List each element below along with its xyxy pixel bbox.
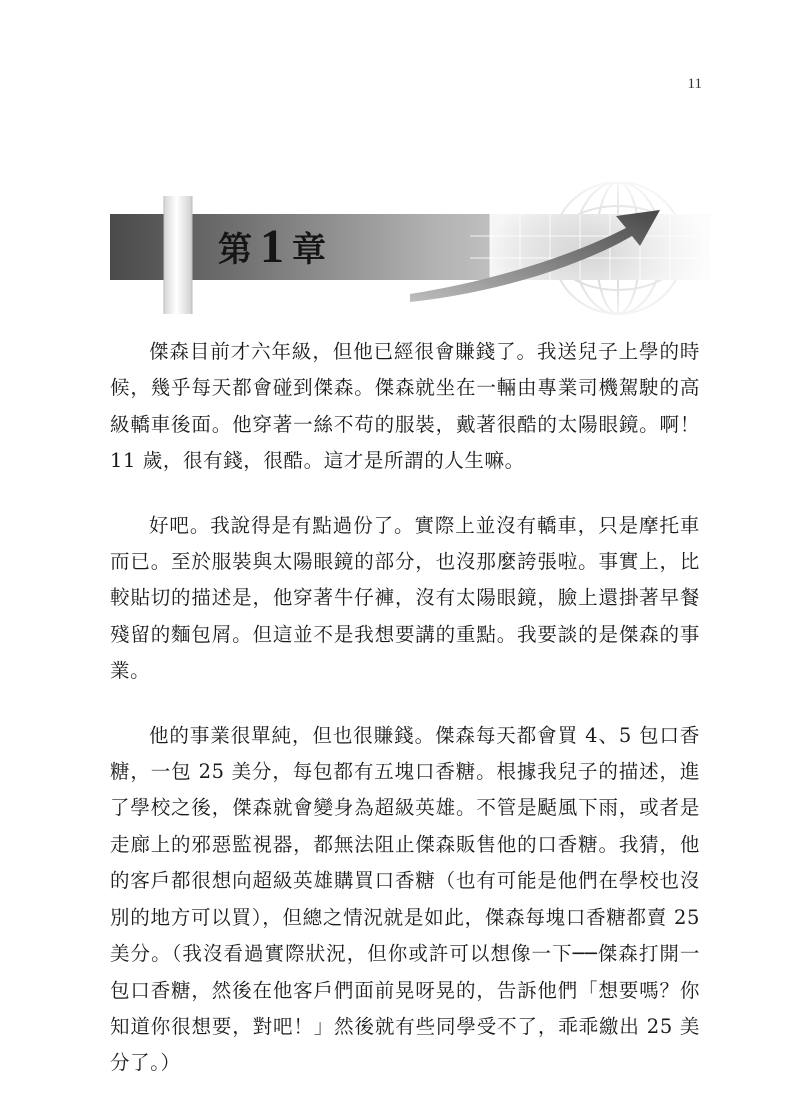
- chapter-banner-graphic: [110, 182, 710, 320]
- paragraph: 他的事業很單純，但也很賺錢。傑森每天都會買 4、5 包口香糖，一包 25 美分，每包都有五塊口香糖。根據我兒子的描述，進了學校之後，傑森就會變身為超級英雄。不管是颳風下雨，或者是走廊上的邪惡監視器，都無法阻止傑森販售他的口香糖。我猜，他的客戶都很想向超級英雄購買口香糖（也有可能是他們在學校也沒別的地方可以買），但總之情況就是如此，傑森每塊口香糖都賣 25 美分。（我沒看過實際狀況，但你或許可以想像一下──傑森打開一包口香糖，然後在他客戶們面前晃呀晃的，告訴他們「想要嗎？你知道你很想要，對吧！」然後就有些同學受不了，乖乖繳出 25 美分了。）: [110, 723, 700, 1075]
- page-number: 11: [687, 76, 702, 92]
- chapter-number: 1: [260, 219, 284, 273]
- chapter-title: [218, 216, 326, 276]
- paragraph: 好吧。我說得是有點過份了。實際上並沒有轎車，只是摩托車而已。至於服裝與太陽眼鏡的部分，也沒那麼誇張啦。事實上，比較貼切的描述是，他穿著牛仔褲，沒有太陽眼鏡，臉上還掛著早餐殘留的麵包屑。但這並不是我想要講的重點。我要談的是傑森的事業。: [110, 513, 700, 683]
- paragraph: 傑森目前才六年級，但他已經很會賺錢了。我送兒子上學的時候，幾乎每天都會碰到傑森。傑森就坐在一輛由專業司機駕駛的高級轎車後面。他穿著一絲不苟的服裝，戴著很酷的太陽眼鏡。啊！ 11 歲，很有錢，很酷。這才是所謂的人生嘛。: [110, 340, 700, 473]
- chapter-banner: [110, 182, 710, 320]
- chapter-title-prefix: 第: [218, 229, 252, 270]
- body-text: [110, 334, 700, 1082]
- chapter-title-suffix: 章: [292, 229, 326, 270]
